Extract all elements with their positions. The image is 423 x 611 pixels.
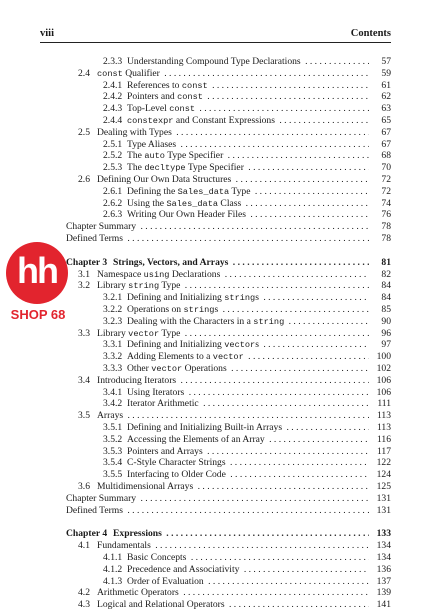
- toc-row: [0, 174, 423, 186]
- toc-title-text: The: [127, 162, 145, 174]
- toc-entry-title: [127, 80, 391, 92]
- toc-title-text: Declarations: [169, 268, 221, 280]
- toc-code-term: auto: [144, 151, 165, 162]
- toc-title-text: Introducing Iterators: [97, 374, 177, 386]
- toc-title-text: Type Specifier: [164, 150, 224, 162]
- toc-title-text: and Constant Expressions: [173, 115, 275, 126]
- toc-title-text: Defining and Initializing: [127, 292, 225, 304]
- toc-entry-title: [127, 139, 391, 151]
- toc-page-number: 106: [369, 375, 391, 387]
- toc-title-text: Type: [159, 327, 181, 339]
- toc-row: [0, 481, 423, 493]
- toc-title-text: Basic Concepts: [127, 552, 187, 563]
- toc-page-number: 72: [369, 186, 391, 198]
- toc-entry-title: [97, 68, 391, 80]
- toc-entry-title: [127, 469, 391, 481]
- toc-section-number: 2.5.3: [103, 162, 123, 174]
- toc-page-number: 97: [369, 339, 391, 351]
- toc-title-text: Type Aliases: [127, 138, 177, 150]
- toc-title-text: Using the: [127, 197, 167, 209]
- toc-page-number: 125: [369, 481, 391, 493]
- toc-title-text: Arithmetic Operators: [97, 587, 179, 599]
- toc-entry-title: [66, 493, 391, 505]
- toc-row: [0, 457, 423, 469]
- toc-row: [0, 387, 423, 399]
- toc-section-number: 3.5.3: [103, 445, 123, 457]
- toc-section-number: 4.2: [78, 587, 90, 599]
- toc-title-text: Defining and Initializing: [127, 339, 225, 351]
- toc-row: [0, 209, 423, 221]
- toc-row: [0, 422, 423, 434]
- toc-row: [0, 198, 423, 210]
- toc-section-number: 3.5: [78, 410, 90, 422]
- toc-section-number: 3.5.1: [103, 422, 123, 433]
- toc-code-term: string: [224, 293, 256, 304]
- toc-title-text: Adding Elements to a: [127, 351, 213, 363]
- watermark-logo-text: hh: [17, 250, 57, 291]
- page-number: viii: [40, 28, 55, 39]
- toc-page-number: 134: [369, 552, 391, 564]
- toc-entry-title: [97, 481, 391, 493]
- toc-page-number: 122: [369, 457, 391, 469]
- toc-code-term: Sales_data: [177, 186, 230, 197]
- toc-code-term: const: [169, 104, 196, 115]
- toc-section-number: 2.4.4: [103, 115, 123, 126]
- toc-section-number: 2.5: [78, 126, 90, 138]
- toc-row: [0, 587, 423, 599]
- toc-row: [0, 469, 423, 481]
- toc-title-text: Dealing with Types: [97, 126, 172, 138]
- toc-page-number: 67: [369, 139, 391, 151]
- toc-section-number: 2.4.1: [103, 79, 123, 91]
- toc-title-text: Chapter Summary: [66, 492, 137, 504]
- toc-title-text: The: [127, 150, 145, 162]
- toc-section-number: 3.3.3: [103, 363, 123, 374]
- toc-page-number: 139: [369, 587, 391, 599]
- toc-entry-title: [127, 56, 391, 68]
- toc-entry-title: [97, 280, 391, 292]
- toc-title-text: Qualifier: [122, 67, 160, 79]
- toc-row: [0, 375, 423, 387]
- toc-row: [0, 162, 423, 174]
- toc-page-number: 106: [369, 387, 391, 399]
- toc-entry-title: [97, 328, 391, 340]
- toc-row: [0, 493, 423, 505]
- toc-page-number: 62: [369, 91, 391, 103]
- toc-page-number: 131: [369, 493, 391, 505]
- toc-section-number: 2.5.2: [103, 150, 123, 162]
- toc-section-number: Chapter 3: [66, 256, 108, 268]
- toc-title-text: s: [214, 304, 219, 315]
- toc-entry-title: [97, 375, 391, 387]
- toc-section-number: 3.5.2: [103, 433, 123, 445]
- toc-page-number: 137: [369, 576, 391, 588]
- toc-entry-title: [127, 91, 391, 103]
- toc-row: [0, 186, 423, 198]
- toc-section-number: 3.2.1: [103, 292, 123, 304]
- toc-section-number: 2.6.1: [103, 185, 123, 197]
- toc-entry-title: [127, 304, 391, 316]
- toc-row: [0, 540, 423, 552]
- toc-entry-title: [127, 186, 391, 198]
- toc-code-term: string: [253, 316, 285, 327]
- toc-row: [0, 68, 423, 80]
- toc-title-text: Precedence and Associativity: [127, 563, 240, 575]
- toc-title-text: Defining the: [127, 185, 178, 197]
- toc-entry-title: [127, 339, 391, 351]
- toc-row: [0, 398, 423, 410]
- toc-page-number: 136: [369, 564, 391, 576]
- toc-page-number: 65: [369, 115, 391, 127]
- toc-row: [0, 56, 423, 68]
- toc-page-number: 81: [369, 257, 391, 269]
- toc-page-number: 90: [369, 316, 391, 328]
- toc-entry-title: [127, 387, 391, 399]
- toc-entry-title: [127, 564, 391, 576]
- toc-row: [0, 127, 423, 139]
- toc-title-text: Namespace: [97, 268, 144, 280]
- toc-row: [0, 505, 423, 517]
- toc-title-text: Strings, Vectors, and Arrays: [113, 256, 229, 268]
- toc-section-number: 4.1.1: [103, 552, 123, 563]
- toc-entry-title: [127, 103, 391, 115]
- toc-title-text: Other: [127, 363, 152, 374]
- toc-page-number: 85: [369, 304, 391, 316]
- toc-page-number: 84: [369, 280, 391, 292]
- toc-title-text: s: [255, 292, 259, 304]
- toc-entry-title: [97, 174, 391, 186]
- toc-code-term: decltype: [144, 163, 186, 174]
- toc-code-term: string: [183, 305, 215, 315]
- toc-section-number: 4.1.3: [103, 575, 123, 587]
- toc-title-text: Accessing the Elements of an Array: [127, 433, 265, 445]
- toc-section-number: 4.1.2: [103, 563, 123, 575]
- toc-section-number: 3.5.4: [103, 457, 123, 469]
- toc-entry-title: [127, 446, 391, 458]
- toc-title-text: Type: [229, 185, 251, 197]
- toc-page-number: 61: [369, 80, 391, 92]
- toc-title-text: Library: [97, 280, 129, 292]
- toc-section-number: 3.3.2: [103, 351, 123, 363]
- toc-section-number: 3.5.5: [103, 469, 123, 481]
- toc-code-term: vector: [128, 328, 160, 339]
- toc-entry-title: [66, 221, 391, 233]
- toc-title-text: Writing Our Own Header Files: [127, 209, 246, 221]
- toc-page-number: 117: [369, 446, 391, 458]
- toc-title-text: Chapter Summary: [66, 221, 137, 233]
- toc-row: [0, 91, 423, 103]
- toc-code-term: const: [181, 80, 208, 91]
- toc-code-term: using: [143, 269, 170, 280]
- toc-entry-title: [127, 115, 391, 127]
- toc-row: [0, 351, 423, 363]
- page-header: [40, 26, 391, 43]
- toc-row: [0, 552, 423, 564]
- toc-section-number: 2.6.3: [103, 209, 123, 221]
- toc-row: [0, 328, 423, 340]
- toc-section-number: 3.2: [78, 280, 90, 292]
- toc-page-number: 63: [369, 103, 391, 115]
- toc-row: [0, 115, 423, 127]
- toc-section-number: 2.6: [78, 174, 90, 185]
- toc-section-number: 2.4.3: [103, 103, 123, 115]
- toc-row: [0, 576, 423, 588]
- toc-section-number: 3.3: [78, 327, 90, 339]
- toc-page-number: 96: [369, 328, 391, 340]
- toc-code-term: vector: [212, 352, 244, 363]
- running-title: Contents: [350, 28, 391, 39]
- toc-code-term: constexpr: [127, 116, 174, 126]
- toc-entry-title: [97, 540, 391, 552]
- toc-entry-title: [97, 127, 391, 139]
- toc-title-text: Arrays: [97, 410, 124, 422]
- toc-row: [0, 292, 423, 304]
- toc-title-text: Operations on: [127, 304, 184, 315]
- toc-title-text: Defining Our Own Data Structures: [97, 174, 232, 185]
- toc-title-text: References to: [127, 79, 182, 91]
- toc-row: [0, 564, 423, 576]
- toc-section-number: 3.6: [78, 481, 90, 492]
- toc-section-number: 3.3.1: [103, 339, 123, 351]
- toc-row: [0, 446, 423, 458]
- toc-code-term: string: [128, 281, 160, 292]
- toc-page-number: 113: [369, 422, 391, 434]
- toc-title-text: Dealing with the Characters in a: [127, 315, 254, 327]
- toc-page-number: 78: [369, 233, 391, 245]
- toc-row: [0, 434, 423, 446]
- toc-entry-title: [97, 269, 391, 281]
- toc-entry-title: [127, 351, 391, 363]
- toc-section-number: 2.3.3: [103, 56, 123, 67]
- toc-page-number: 111: [369, 398, 391, 410]
- toc-page-number: 113: [369, 410, 391, 422]
- toc-page-number: 59: [369, 68, 391, 80]
- toc-title-text: Interfacing to Older Code: [127, 469, 226, 481]
- toc-entry-title: [127, 316, 391, 328]
- toc-title-text: Logical and Relational Operators: [97, 599, 225, 611]
- toc-section-number: 2.6.2: [103, 197, 123, 209]
- toc-title-text: C-Style Character Strings: [127, 457, 226, 469]
- toc-code-term: const: [97, 68, 123, 79]
- toc-page-number: 102: [369, 363, 391, 375]
- toc-title-text: Class: [218, 197, 242, 209]
- toc-title-text: Defined Terms: [66, 504, 123, 516]
- toc-section-number: Chapter 4: [66, 528, 108, 540]
- toc-entry-title: [66, 505, 391, 517]
- watermark-text: SHOP 68: [10, 307, 66, 322]
- toc-title-text: Operations: [182, 363, 227, 374]
- toc-row: [0, 103, 423, 115]
- toc-title-text: Top-Level: [127, 103, 170, 115]
- toc-section-number: 4.1: [78, 540, 90, 552]
- toc-page-number: 133: [369, 528, 391, 540]
- toc-page-number: 76: [369, 209, 391, 221]
- toc-page-number: 84: [369, 292, 391, 304]
- toc-title-text: Type: [159, 280, 181, 292]
- toc-title-text: Pointers and Arrays: [127, 445, 203, 457]
- toc-page-number: 72: [369, 174, 391, 186]
- toc-section-number: 3.2.3: [103, 315, 123, 327]
- toc-page-number: 82: [369, 269, 391, 281]
- toc-chapter-row: [0, 528, 423, 540]
- toc-section-number: 3.4.2: [103, 398, 123, 410]
- toc-entry-title: [97, 410, 391, 422]
- toc-row: [0, 139, 423, 151]
- toc-section-number: 3.4: [78, 374, 90, 386]
- toc-title-text: Understanding Compound Type Declarations: [127, 56, 301, 67]
- toc-row: [0, 363, 423, 375]
- toc-row: [0, 233, 423, 245]
- toc-code-term: Sales_data: [166, 198, 219, 209]
- toc-entry-title: [127, 457, 391, 469]
- toc-entry-title: [127, 422, 391, 434]
- toc-entry-title: [127, 150, 391, 162]
- toc-title-text: Type Specifier: [185, 162, 244, 174]
- toc-row: [0, 410, 423, 422]
- toc-title-text: Order of Evaluation: [127, 575, 204, 587]
- toc-row: [0, 150, 423, 162]
- toc-section-number: 2.4: [78, 67, 90, 79]
- toc-section-number: 3.2.2: [103, 304, 123, 315]
- toc-page-number: 68: [369, 150, 391, 162]
- toc-page-number: 57: [369, 56, 391, 68]
- toc-row: [0, 339, 423, 351]
- toc-entry-title: [66, 233, 391, 245]
- toc-entry-title: [97, 599, 391, 611]
- toc-title-text: Defining and Initializing Built-in Arrays: [127, 422, 283, 433]
- toc-entry-title: [127, 292, 391, 304]
- toc-title-text: Fundamentals: [97, 540, 151, 552]
- toc-entry-title: [127, 162, 391, 174]
- toc-page-number: 124: [369, 469, 391, 481]
- toc-title-text: Using Iterators: [127, 386, 185, 398]
- toc-title-text: s: [255, 339, 259, 351]
- toc-entry-title: [127, 398, 391, 410]
- toc-entry-title: [97, 587, 391, 599]
- toc-entry-title: [113, 257, 391, 269]
- toc-row: [0, 221, 423, 233]
- toc-entry-title: [113, 528, 391, 540]
- toc-title-text: Library: [97, 327, 129, 339]
- toc-page-number: 116: [369, 434, 391, 446]
- toc-section-number: 2.5.1: [103, 138, 123, 150]
- toc-title-text: Iterator Arithmetic: [127, 398, 199, 410]
- toc-title-text: Defined Terms: [66, 233, 123, 244]
- toc-row: [0, 80, 423, 92]
- toc-code-term: const: [177, 92, 203, 103]
- toc-page-number: 100: [369, 351, 391, 363]
- toc-code-term: vector: [151, 364, 183, 374]
- toc-page-number: 134: [369, 540, 391, 552]
- toc-entry-title: [127, 198, 391, 210]
- toc-page-number: 74: [369, 198, 391, 210]
- toc-entry-title: [127, 363, 391, 375]
- toc-page-number: 141: [369, 599, 391, 611]
- toc-entry-title: [127, 576, 391, 588]
- toc-code-term: vector: [224, 340, 256, 351]
- toc-title-text: Expressions: [113, 528, 162, 540]
- toc-section-number: 3.4.1: [103, 386, 123, 398]
- toc-page-number: 67: [369, 127, 391, 139]
- toc-section-number: 2.4.2: [103, 91, 123, 103]
- toc-title-text: Pointers and: [127, 91, 178, 103]
- toc-entry-title: [127, 552, 391, 564]
- toc-section-number: 4.3: [78, 599, 90, 611]
- watermark-logo: [6, 242, 68, 304]
- toc-row: [0, 599, 423, 611]
- toc-title-text: Multidimensional Arrays: [97, 481, 194, 492]
- toc-entry-title: [127, 434, 391, 446]
- toc-page-number: 78: [369, 221, 391, 233]
- toc-entry-title: [127, 209, 391, 221]
- toc-section-number: 3.1: [78, 268, 90, 280]
- toc-page-number: 70: [369, 162, 391, 174]
- toc-page-number: 131: [369, 505, 391, 517]
